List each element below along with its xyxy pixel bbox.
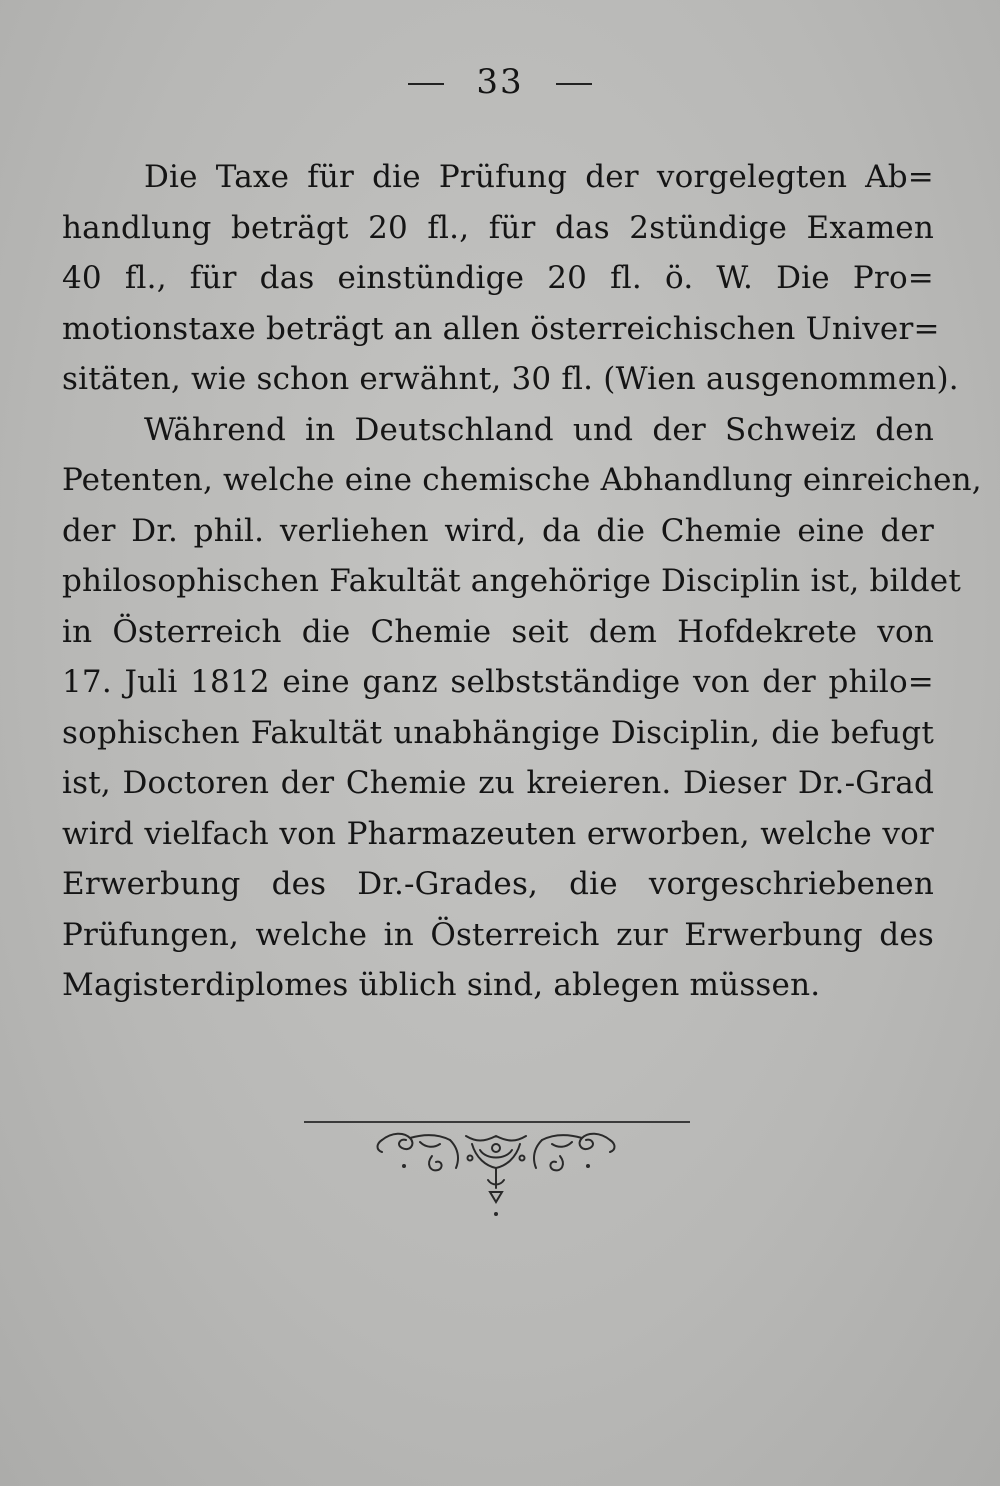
- text-line: Prüfungen, welche in Österreich zur Erwerbung des: [62, 916, 934, 953]
- text-line: der Dr. phil. verliehen wird, da die Chemie eine der: [62, 512, 934, 549]
- text-line: Erwerbung des Dr.-Grades, die vorgeschriebenen: [62, 866, 934, 902]
- text-line: Die Taxe für die Prüfung der vorgelegten Ab=: [144, 159, 934, 195]
- dash-left: [408, 83, 444, 85]
- text-line: wird vielfach von Pharmazeuten erworben, welche vor: [62, 815, 934, 852]
- page-number: [0, 62, 1000, 102]
- text-line: Petenten, welche eine chemische Abhandlung einreichen,: [62, 462, 982, 498]
- text-line: sophischen Fakultät unabhängige Disciplin, die befugt: [62, 714, 934, 751]
- dash-right: [556, 83, 592, 85]
- text-line: Magisterdiplomes üblich sind, ablegen müssen.: [62, 967, 821, 1003]
- text-line: 40 fl., für das einstündige 20 fl. ö. W. Die Pro=: [62, 260, 934, 296]
- text-line: handlung beträgt 20 fl., für das 2stündige Examen: [62, 209, 934, 246]
- body-text: [62, 152, 982, 1011]
- text-line: in Österreich die Chemie seit dem Hofdekrete von: [62, 613, 934, 650]
- text-line: philosophischen Fakultät angehörige Disciplin ist, bildet: [62, 563, 962, 599]
- text-line: 17. Juli 1812 eine ganz selbstständige von der philo=: [62, 664, 934, 700]
- text-line: ist, Doctoren der Chemie zu kreieren. Dieser Dr.-Grad: [62, 765, 934, 801]
- text-line: Während in Deutschland und der Schweiz den: [144, 411, 934, 448]
- floral-vignette-icon: [300, 1118, 692, 1218]
- text-line: motionstaxe beträgt an allen österreichischen Univer=: [62, 310, 940, 347]
- page-number-value: 33: [476, 62, 524, 102]
- text-line: sitäten, wie schon erwähnt, 30 fl. (Wien ausgenommen).: [62, 361, 959, 397]
